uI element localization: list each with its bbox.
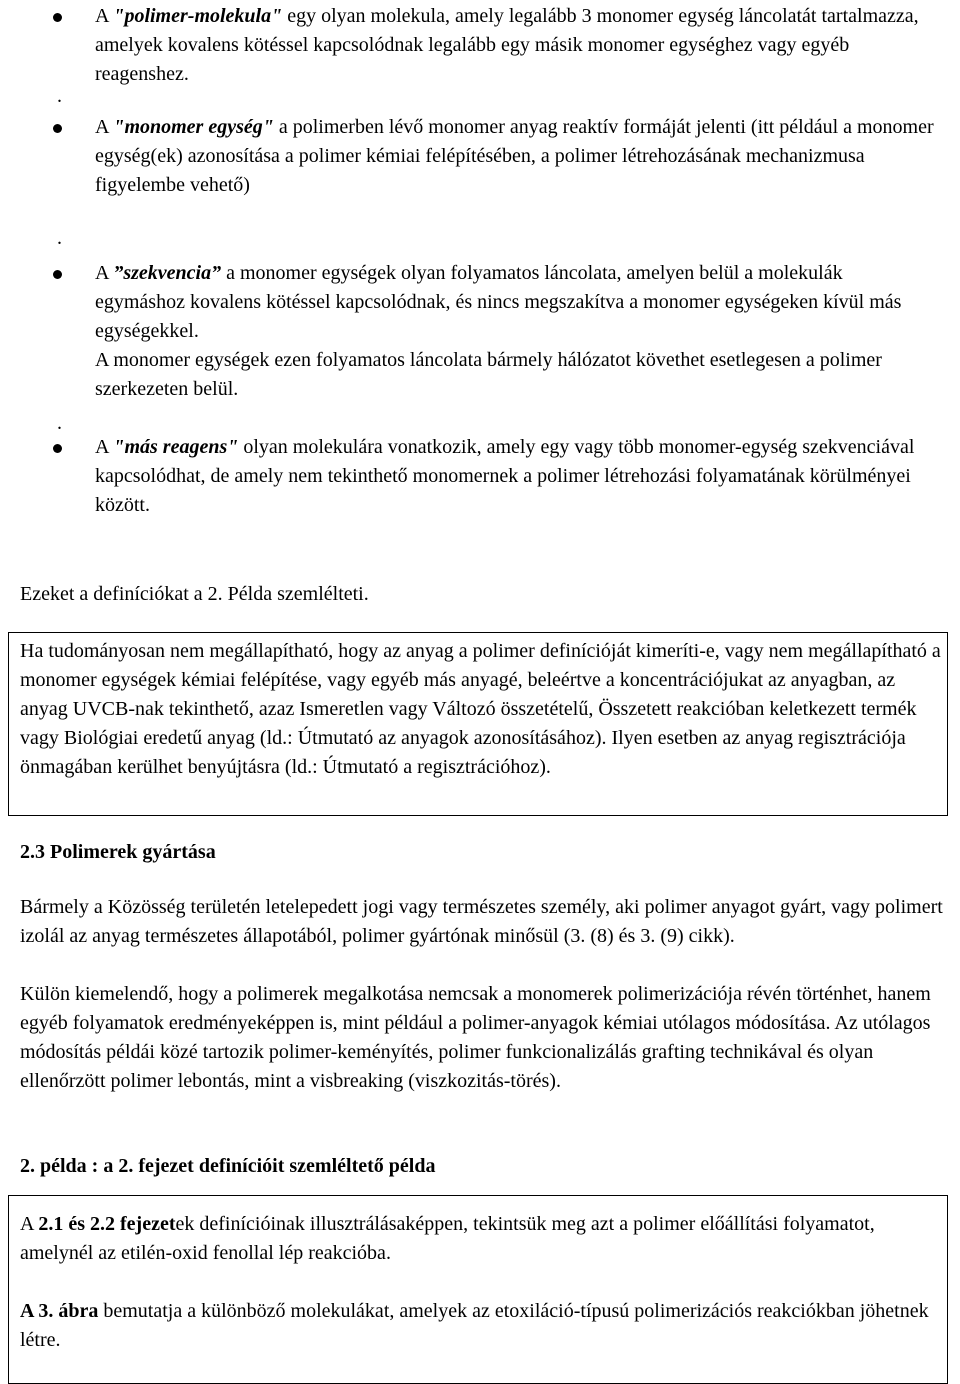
example-paragraph-2: A 3. ábra bemutatja a különböző molekulákat, amelyek az etoxiláció-típusú polimerizációs reakciókban jöhetnek létre. [20,1300,929,1351]
section-heading: 2.3 Polimerek gyártása [20,841,216,863]
term-polymer-molecule: "polimer-molekula" [113,5,283,27]
separator-dot: . [57,227,62,249]
term-sequence: ”szekvencia” [113,262,222,284]
bullet-icon [53,444,62,453]
example-box [8,1195,948,1384]
bullet-icon [53,270,62,279]
separator-dot: . [57,85,62,107]
sequence-note: A monomer egységek ezen folyamatos láncolata bármely hálózatot követhet esetlegesen a polimer szerkezeten belül. [95,349,882,400]
separator-dot: . [57,412,62,434]
bullet-icon [53,124,62,133]
section-paragraph-2: Külön kiemelendő, hogy a polimerek megalkotása nemcsak a monomerek polimerizációja révén történhet, hanem egyéb folyamatok eredményeképpen is, mint például a polimer-anyagok kémiai utólagos módosítása. Az utólagos módosítás példái közé tartozik polimer-keményítés, polimer funkcionalizálás grafting technikával és olyan ellenőrzött polimer lebontás, mint a visbreaking (viszkozitás-törés). [20,983,931,1092]
uvcb-notice-text: Ha tudományosan nem megállapítható, hogy az anyag a polimer definícióját kimeríti-e, vagy nem megállapítható a monomer egységek kémiai felépítése, vagy egyéb más anyagé, beleértve a koncentrációjukat az anyagban, az anyag UVCB-nak tekinthető, azaz Ismeretlen vagy Változó összetételű, Összetett reakcióban keletkezett termék vagy Biológiai eredetű anyag (ld.: Útmutató az anyagok azonosításához). Ilyen esetben az anyag regisztrációja önmagában kerülhet benyújtásra (ld.: Útmutató a regisztrációhoz). [20,640,941,778]
illustration-note: Ezeket a definíciókat a 2. Példa szemlélteti. [20,583,369,605]
bullet-icon [53,13,62,22]
section-paragraph-1: Bármely a Közösség területén letelepedett jogi vagy természetes személy, aki polimer anyagot gyárt, vagy polimert izolál az anyag természetes állapotából, polimer gyártónak minősül (3. (8) és 3. (9) cikk). [20,896,943,947]
term-monomer-unit: "monomer egység" [113,116,274,138]
example-heading: 2. példa : a 2. fejezet definícióit szemléltető példa [20,1155,436,1177]
uvcb-notice-box [8,632,948,816]
term-other-reagent: "más reagens" [113,436,239,458]
example-paragraph-1: A 2.1 és 2.2 fejezetek definícióinak illusztrálásaképpen, tekintsük meg azt a polimer előállítási folyamatot, amelynél az etilén-oxid fenollal lép reakcióba. [20,1213,875,1264]
